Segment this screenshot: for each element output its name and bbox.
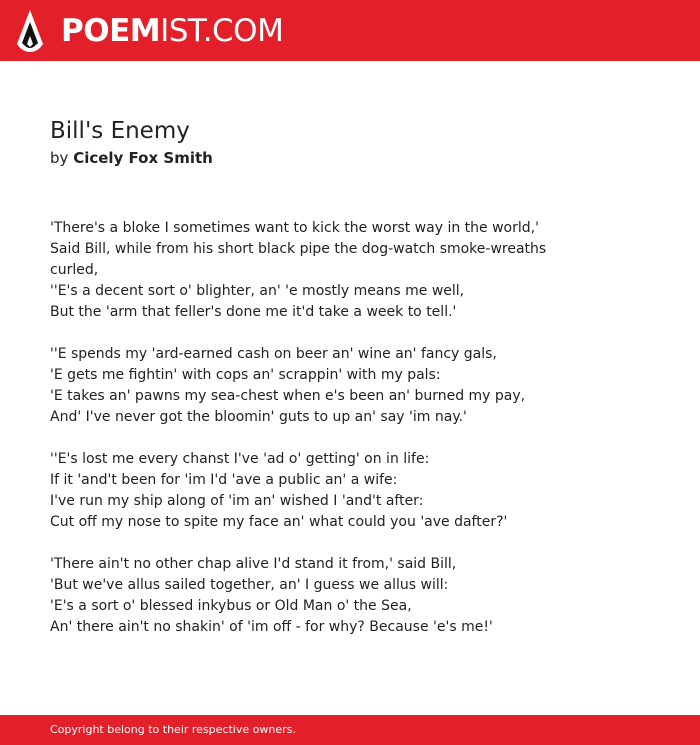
poem-line: If it 'and't been for 'im I'd 'ave a public an' a wife: [50,472,398,488]
poem-line: ''E spends my 'ard-earned cash on beer an' wine an' fancy gals, [50,346,497,362]
copyright-text: Copyright belong to their respective owners. [50,723,296,736]
poem-byline [50,148,213,169]
poem-line: ''E's lost me every chanst I've 'ad o' getting' on in life: [50,451,430,467]
logo-text-light: IST.COM [160,13,284,49]
poem-line: An' there ain't no shakin' of 'im off - for why? Because 'e's me!' [50,619,493,635]
poem-line: 'E's a sort o' blessed inkybus or Old Man o' the Sea, [50,598,412,614]
poem-line: 'But we've allus sailed together, an' I guess we allus will: [50,577,449,593]
poem-line: 'E gets me fightin' with cops an' scrappin' with my pals: [50,367,441,383]
poem-body [50,218,610,659]
poem-line: curled, [50,262,99,278]
poem-stanza [50,344,610,428]
poem-line: 'There ain't no other chap alive I'd stand it from,' said Bill, [50,556,457,572]
logo-text-bold: POEM [61,13,161,49]
poem-line: Cut off my nose to spite my face an' what could you 'ave dafter?' [50,514,508,530]
poem-line: ''E's a decent sort o' blighter, an' 'e mostly means me well, [50,283,465,299]
poem-title: Bill's Enemy [50,118,190,144]
pencil-tip-icon[interactable] [17,10,43,52]
site-header [0,0,700,61]
poem-line: Said Bill, while from his short black pipe the dog-watch smoke-wreaths [50,241,547,257]
poem-line: 'There's a bloke I sometimes want to kick the worst way in the world,' [50,220,539,236]
author-name[interactable]: Cicely Fox Smith [73,149,213,167]
poem-line: But the 'arm that feller's done me it'd take a week to tell.' [50,304,457,320]
poem-line: I've run my ship along of 'im an' wished I 'and't after: [50,493,424,509]
site-footer [0,715,700,745]
byline-prefix: by [50,149,69,167]
poem-line: And' I've never got the bloomin' guts to up an' say 'im nay.' [50,409,467,425]
poem-stanza [50,554,610,638]
poem-line: 'E takes an' pawns my sea-chest when e's been an' burned my pay, [50,388,526,404]
poem-stanza [50,449,610,533]
poem-stanza [50,218,610,323]
site-logo[interactable] [61,11,283,51]
